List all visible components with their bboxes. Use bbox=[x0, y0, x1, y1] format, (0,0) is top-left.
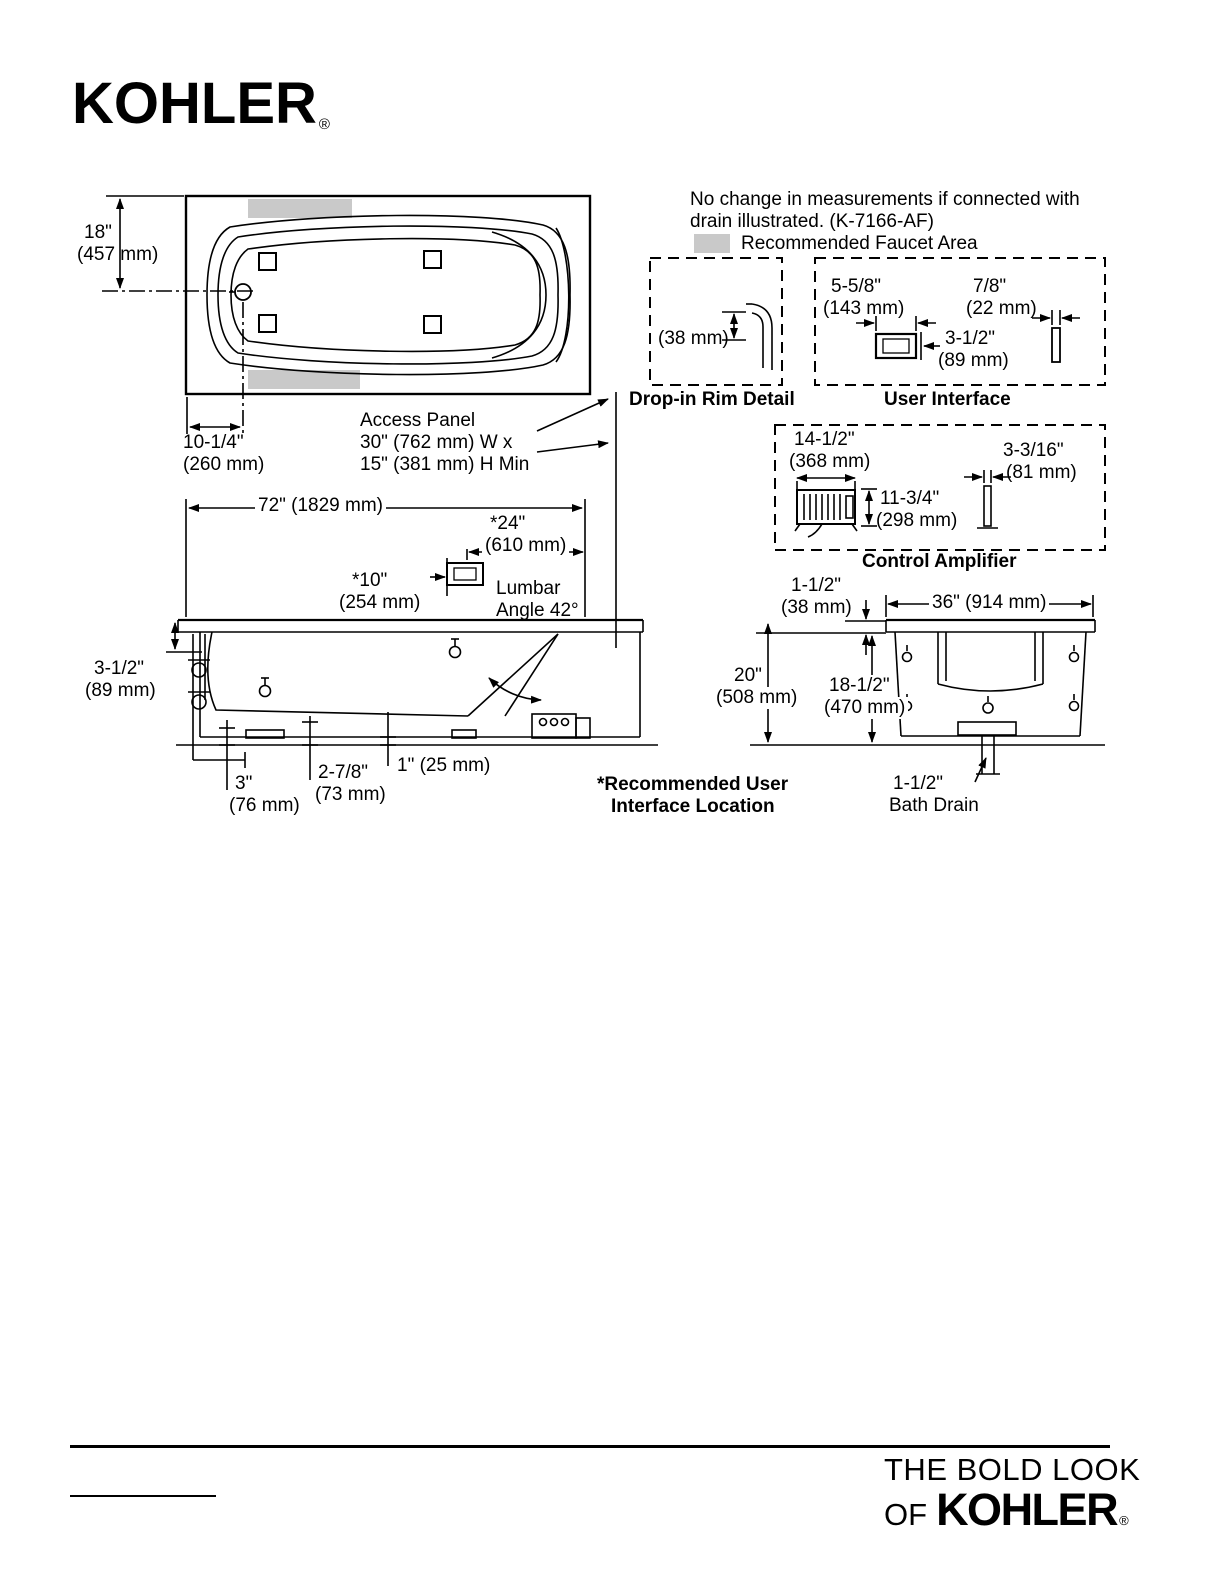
ui-height-in: 3-1/2" bbox=[945, 328, 996, 349]
dim-topview-height-in: 18" bbox=[84, 222, 112, 243]
dropin-rim-mm: (38 mm) bbox=[658, 328, 729, 349]
ca-height-mm: (298 mm) bbox=[876, 510, 958, 531]
faucet-area-legend: Recommended Faucet Area bbox=[741, 233, 978, 254]
note-line1: No change in measurements if connected with bbox=[690, 189, 1080, 210]
ui-width-mm: (143 mm) bbox=[823, 298, 905, 319]
dim-end-height-mm: (508 mm) bbox=[713, 687, 800, 709]
dim-end-height-in: 20" bbox=[731, 665, 765, 687]
dim-end-width: 36" (914 mm) bbox=[929, 592, 1049, 614]
dim-end-rim-in: 1-1/2" bbox=[791, 575, 842, 596]
user-interface-label: User Interface bbox=[884, 389, 1011, 410]
faucet-area-swatch bbox=[694, 234, 730, 253]
dim-topview-offset-in: 10-1/4" bbox=[183, 432, 244, 453]
footer-left-line bbox=[70, 1495, 216, 1497]
top-view-drawing bbox=[186, 196, 590, 394]
access-panel-line1: Access Panel bbox=[360, 410, 476, 431]
footer-kohler-logo: KOHLER bbox=[936, 1484, 1118, 1535]
dim-topview-height-mm: (457 mm) bbox=[77, 244, 159, 265]
side-view-drawing bbox=[166, 499, 658, 790]
footer-brand-row bbox=[884, 1484, 1129, 1536]
dim-side-drain-d-mm: (76 mm) bbox=[226, 795, 303, 817]
dim-side-ui-inset-mm: (254 mm) bbox=[339, 592, 421, 613]
access-panel-line3: 15" (381 mm) H Min bbox=[360, 454, 530, 475]
dim-side-ui-offset-mm: (610 mm) bbox=[482, 535, 569, 557]
ca-depth-in: 3-3/16" bbox=[1003, 440, 1064, 461]
ui-height-mm: (89 mm) bbox=[938, 350, 1009, 371]
end-view-drawing bbox=[750, 595, 1105, 782]
dim-side-ui-inset-in: *10" bbox=[352, 570, 388, 591]
drop-in-rim-drawing bbox=[650, 258, 782, 385]
ca-depth-mm: (81 mm) bbox=[1006, 462, 1077, 483]
ca-height-in: 11-3/4" bbox=[880, 488, 940, 509]
dropin-rim-label: Drop-in Rim Detail bbox=[629, 389, 795, 410]
dim-end-rim-mm: (38 mm) bbox=[781, 597, 852, 618]
dim-side-drain-d-in: 3" bbox=[232, 773, 255, 795]
lumbar-label-line1: Lumbar bbox=[496, 578, 561, 599]
dim-topview-offset-mm: (260 mm) bbox=[183, 454, 265, 475]
kohler-logo-text: KOHLER bbox=[72, 71, 317, 136]
dim-end-depth-mm: (470 mm) bbox=[821, 697, 908, 719]
ui-width-in: 5-5/8" bbox=[831, 276, 882, 297]
registered-mark: ® bbox=[318, 116, 330, 133]
footer-tagline: THE BOLD LOOK bbox=[884, 1452, 1141, 1487]
access-panel-line2: 30" (762 mm) W x bbox=[360, 432, 513, 453]
dim-side-drain-h-in: 2-7/8" bbox=[315, 762, 371, 784]
note-line2: drain illustrated. (K-7166-AF) bbox=[690, 211, 934, 232]
bath-drain-line1: 1-1/2" bbox=[893, 773, 944, 794]
kohler-logo bbox=[72, 70, 330, 137]
footnote-line2: Interface Location bbox=[611, 796, 775, 817]
dim-side-rim-in: 3-1/2" bbox=[94, 658, 145, 679]
footer-registered-mark: ® bbox=[1119, 1513, 1129, 1528]
ca-width-mm: (368 mm) bbox=[789, 451, 871, 472]
ui-depth-in: 7/8" bbox=[973, 276, 1007, 297]
lumbar-label-line2: Angle 42° bbox=[496, 600, 579, 621]
ui-depth-mm: (22 mm) bbox=[966, 298, 1037, 319]
dim-side-base-gap: 1" (25 mm) bbox=[394, 755, 493, 777]
dim-side-drain-h-mm: (73 mm) bbox=[312, 784, 389, 806]
dim-side-rim-mm: (89 mm) bbox=[85, 680, 156, 701]
ca-width-in: 14-1/2" bbox=[794, 429, 855, 450]
control-amplifier-label: Control Amplifier bbox=[862, 551, 1017, 572]
dim-side-ui-offset-in: *24" bbox=[487, 513, 528, 535]
dim-end-depth-in: 18-1/2" bbox=[826, 675, 893, 697]
footer-rule bbox=[70, 1445, 1110, 1448]
footer-of: OF bbox=[884, 1497, 928, 1532]
footnote-line1: *Recommended User bbox=[597, 774, 789, 795]
bath-drain-line2: Bath Drain bbox=[889, 795, 979, 816]
dim-side-length: 72" (1829 mm) bbox=[255, 495, 386, 517]
